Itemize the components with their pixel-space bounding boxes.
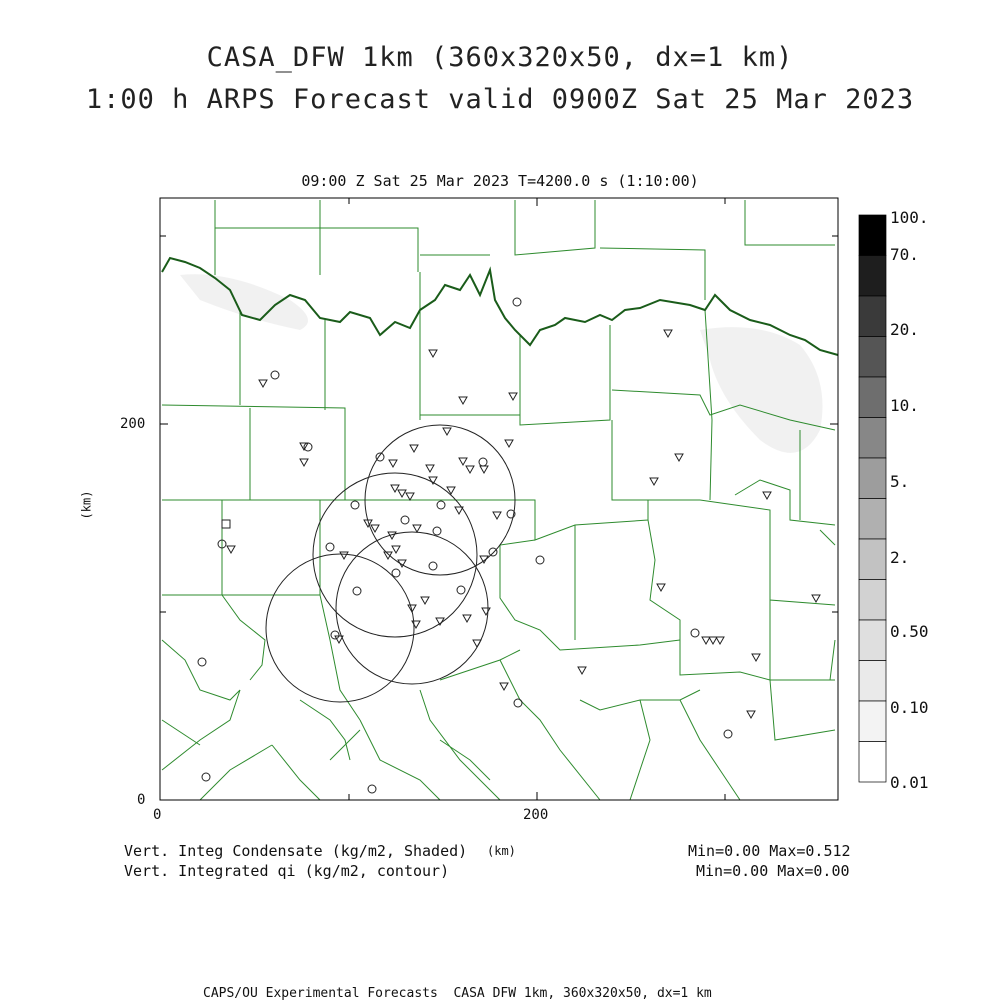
field2-label: Vert. Integrated qi (kg/m2, contour) (124, 862, 450, 880)
colorbar-swatch (859, 377, 886, 418)
x-axis-unit: (km) (487, 844, 516, 858)
colorbar-label-5: 5. (890, 472, 910, 491)
colorbar-swatch (859, 499, 886, 540)
colorbar-swatch (859, 215, 886, 256)
colorbar-swatch (859, 337, 886, 378)
y-tick-200: 200 (120, 416, 146, 432)
colorbar-swatch (859, 661, 886, 702)
colorbar-label-2: 2. (890, 548, 910, 567)
y-axis-unit: (km) (79, 490, 94, 520)
colorbar-label-10: 10. (890, 396, 919, 415)
field1-stats: Min=0.00 Max=0.512 (688, 842, 851, 860)
colorbar-swatch (859, 580, 886, 621)
title-line-2: 1:00 h ARPS Forecast valid 0900Z Sat 25 Mar 2023 (85, 84, 915, 115)
colorbar-label-20: 20. (890, 320, 919, 339)
colorbar-swatch (859, 458, 886, 499)
colorbar-label-100: 100. (890, 208, 929, 227)
condensate-shading (180, 274, 823, 453)
colorbar-swatch (859, 620, 886, 661)
colorbar-label-050: 0.50 (890, 622, 929, 641)
x-tick-0: 0 (153, 807, 162, 823)
colorbar-swatch (859, 701, 886, 742)
colorbar-label-010: 0.10 (890, 698, 929, 717)
colorbar-label-001: 0.01 (890, 773, 929, 792)
colorbar (859, 215, 886, 782)
y-tick-0: 0 (137, 792, 146, 808)
colorbar-label-70: 70. (890, 245, 919, 264)
radar-range-rings (266, 425, 515, 702)
colorbar-swatch (859, 296, 886, 337)
field1-label: Vert. Integ Condensate (kg/m2, Shaded) (124, 842, 468, 860)
station-markers (198, 298, 732, 793)
colorbar-swatch (859, 256, 886, 297)
title-line-1: CASA_DFW 1km (360x320x50, dx=1 km) (206, 42, 794, 73)
colorbar-swatch (859, 539, 886, 580)
plot-header: 09:00 Z Sat 25 Mar 2023 T=4200.0 s (1:10:00) (301, 172, 699, 190)
colorbar-swatch (859, 742, 886, 783)
field2-stats: Min=0.00 Max=0.00 (696, 862, 850, 880)
credit-line: CAPS/OU Experimental Forecasts CASA DFW 1km, 360x320x50, dx=1 km (203, 986, 712, 1001)
x-tick-200: 200 (523, 807, 549, 823)
colorbar-swatch (859, 418, 886, 459)
